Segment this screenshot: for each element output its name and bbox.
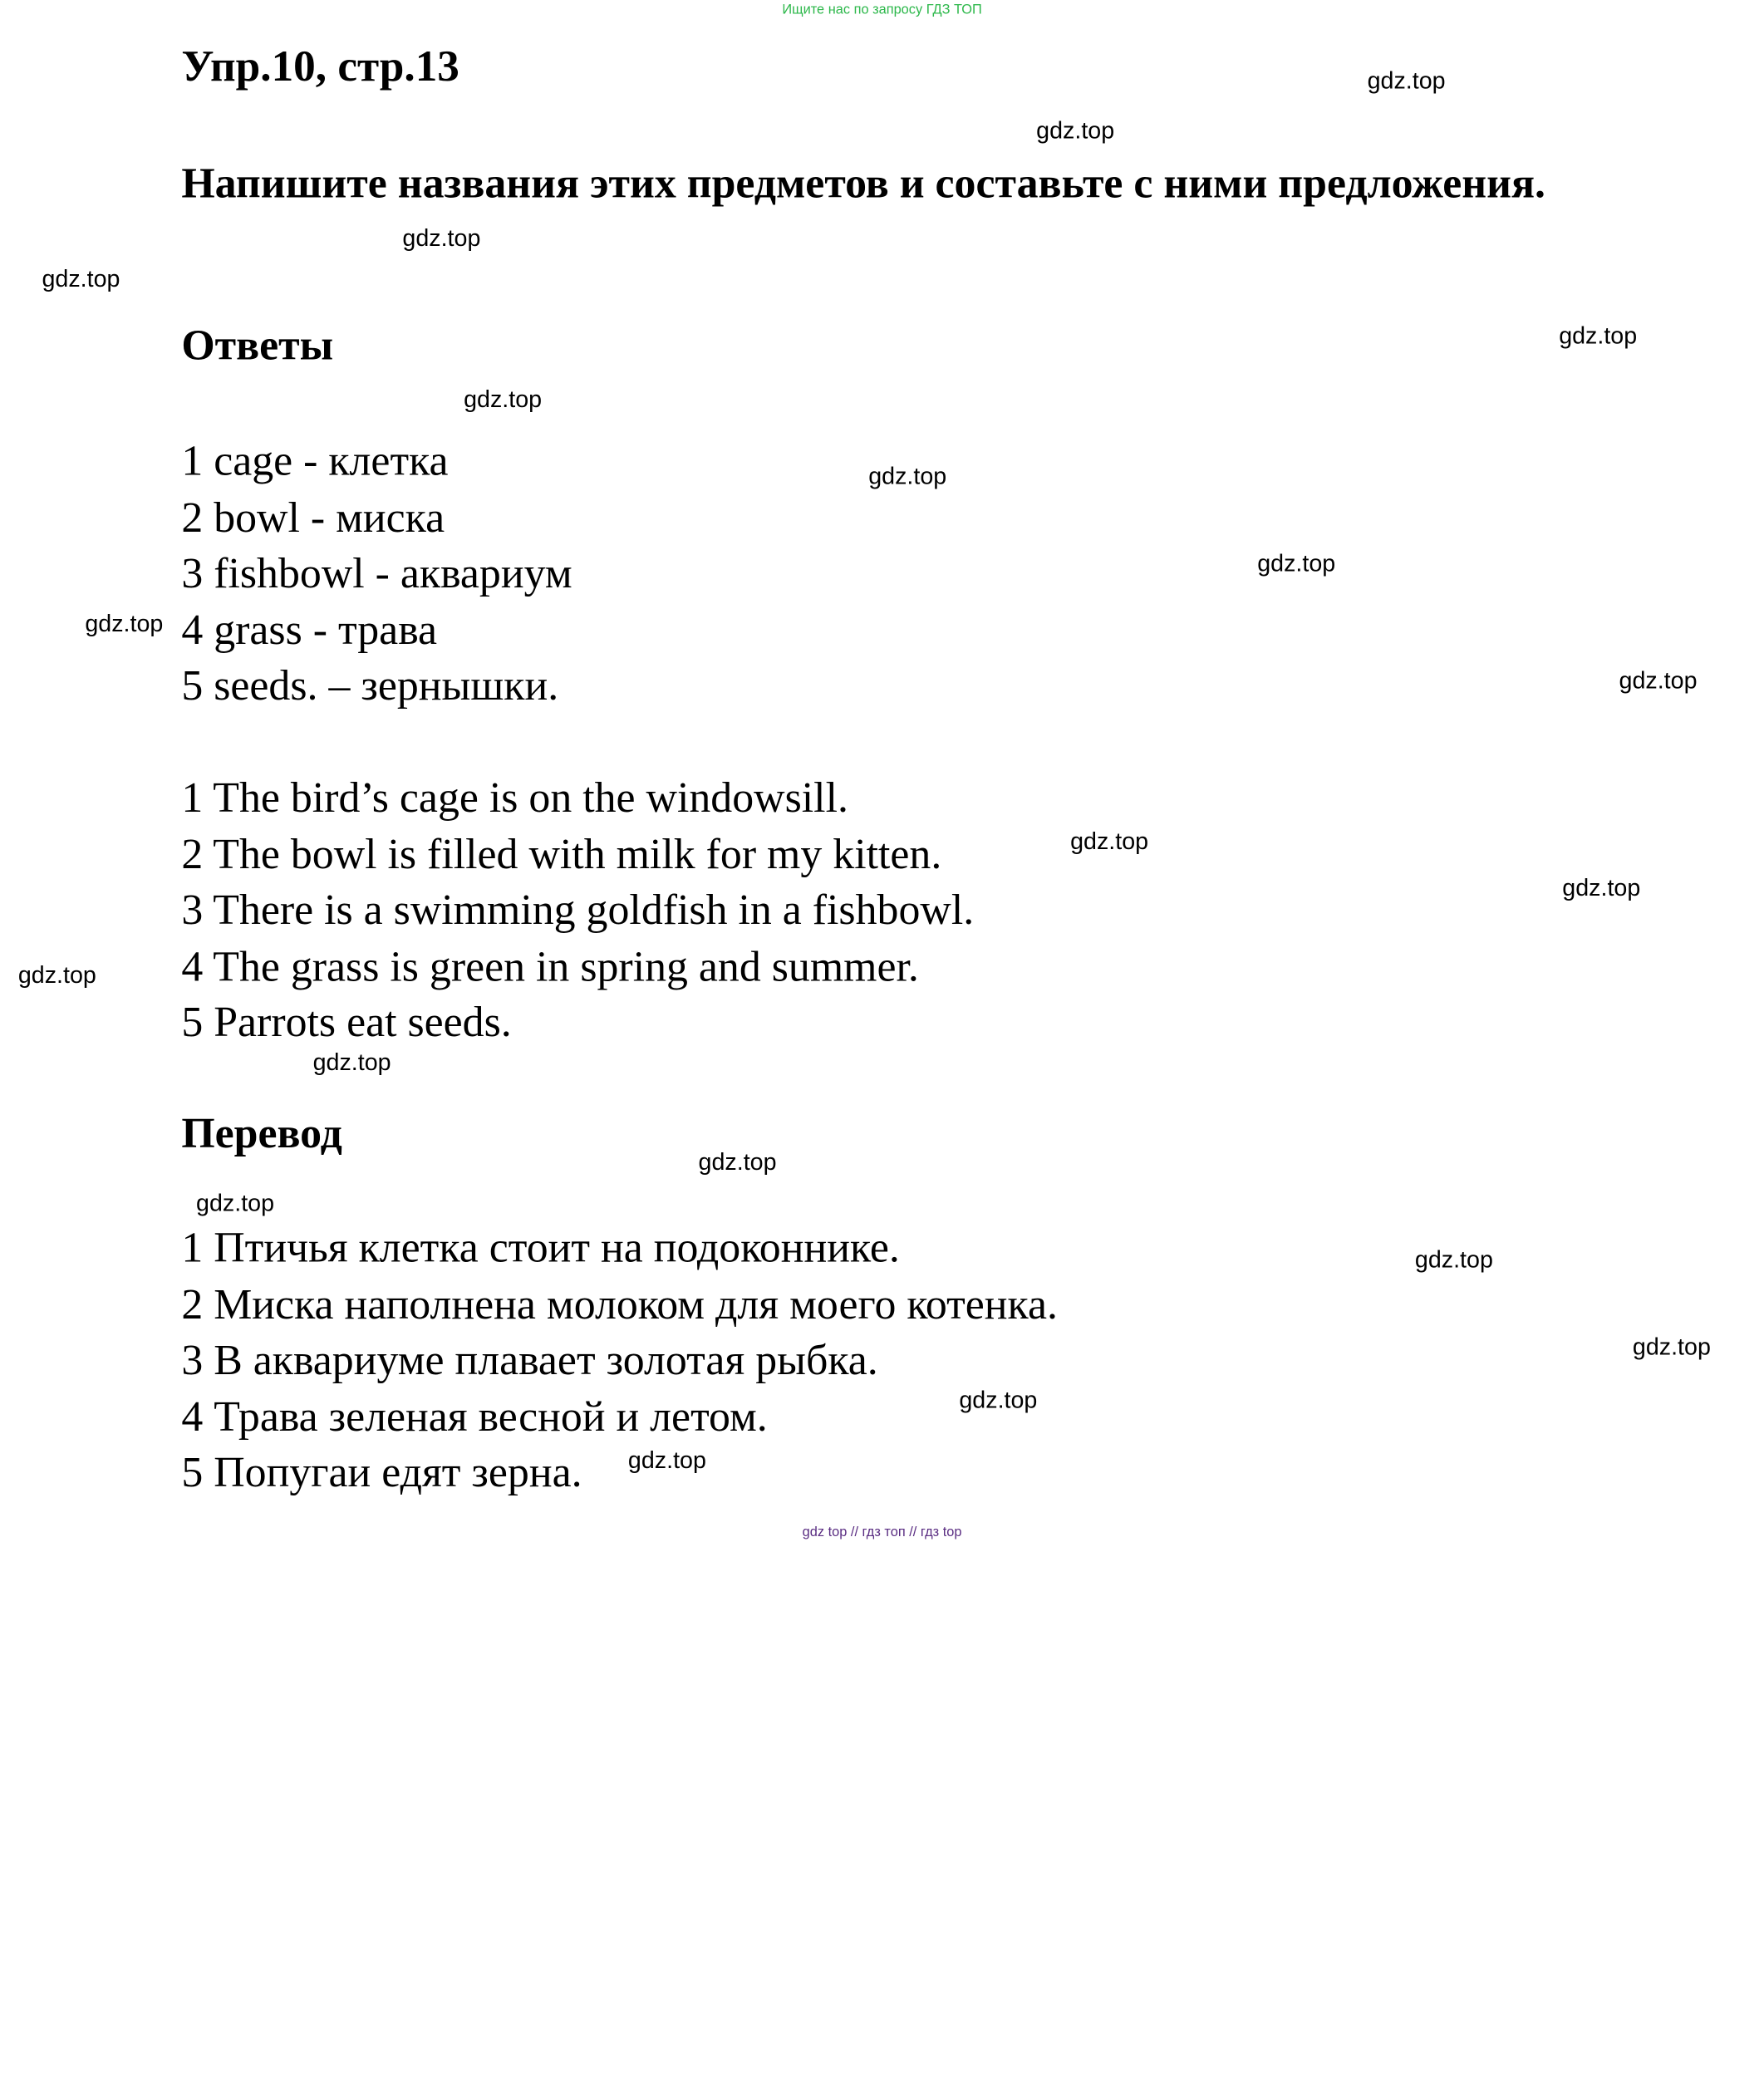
watermark: gdz.top bbox=[42, 266, 120, 293]
watermark: gdz.top bbox=[1257, 551, 1336, 577]
watermark: gdz.top bbox=[196, 1190, 275, 1217]
sentence-item: 3 There is a swimming goldfish in a fishbowl. bbox=[181, 886, 975, 935]
translation-list bbox=[181, 1221, 1058, 1502]
translation-item: 4 Трава зеленая весной и летом. bbox=[181, 1392, 768, 1441]
answers-heading: Ответы bbox=[181, 322, 334, 370]
task-instruction: Напишите названия этих предметов и составьте с ними предложения. bbox=[181, 160, 1545, 208]
watermark: gdz.top bbox=[1036, 117, 1115, 145]
vocabulary-item: 4 grass - трава bbox=[181, 606, 438, 654]
vocabulary-item: 1 cage - клетка bbox=[181, 437, 449, 486]
sentence-item: 5 Parrots eat seeds. bbox=[181, 999, 512, 1047]
sentence-item: 4 The grass is green in spring and summer. bbox=[181, 942, 919, 990]
footer-credit: gdz top // гдз топ // гдз top bbox=[802, 1523, 962, 1540]
watermark: gdz.top bbox=[1562, 875, 1641, 901]
watermark: gdz.top bbox=[402, 225, 481, 252]
vocabulary-item: 5 seeds. – зернышки. bbox=[181, 661, 559, 710]
sentence-item: 1 The bird’s cage is on the windowsill. bbox=[181, 773, 848, 823]
translation-item: 2 Миска наполнена молоком для моего котенка. bbox=[181, 1280, 1058, 1328]
top-banner: Ищите нас по запросу ГДЗ ТОП bbox=[782, 1, 982, 17]
sentence-item: 2 The bowl is filled with milk for my kitten. bbox=[181, 830, 942, 878]
translation-item: 3 В аквариуме плавает золотая рыбка. bbox=[181, 1336, 878, 1385]
vocabulary-list bbox=[181, 435, 572, 715]
watermark: gdz.top bbox=[1367, 67, 1446, 95]
watermark: gdz.top bbox=[1559, 322, 1638, 350]
watermark: gdz.top bbox=[1632, 1334, 1711, 1361]
watermark: gdz.top bbox=[464, 386, 543, 413]
vocabulary-item: 2 bowl - миска bbox=[181, 494, 445, 542]
watermark: gdz.top bbox=[959, 1387, 1038, 1414]
watermark: gdz.top bbox=[1414, 1246, 1493, 1274]
translation-heading: Перевод bbox=[181, 1109, 342, 1158]
watermark: gdz.top bbox=[1619, 667, 1698, 695]
english-sentences-list bbox=[181, 771, 974, 1052]
watermark: gdz.top bbox=[627, 1447, 706, 1474]
exercise-title: Упр.10, стр.13 bbox=[181, 42, 459, 91]
watermark: gdz.top bbox=[85, 611, 164, 637]
watermark: gdz.top bbox=[698, 1149, 777, 1176]
watermark: gdz.top bbox=[312, 1049, 391, 1076]
watermark: gdz.top bbox=[1070, 828, 1149, 855]
watermark: gdz.top bbox=[17, 962, 96, 989]
vocabulary-item: 3 fishbowl - аквариум bbox=[181, 549, 572, 598]
translation-item: 5 Попугаи едят зерна. bbox=[181, 1448, 582, 1497]
watermark: gdz.top bbox=[868, 464, 947, 490]
translation-item: 1 Птичья клетка стоит на подоконнике. bbox=[181, 1224, 900, 1272]
